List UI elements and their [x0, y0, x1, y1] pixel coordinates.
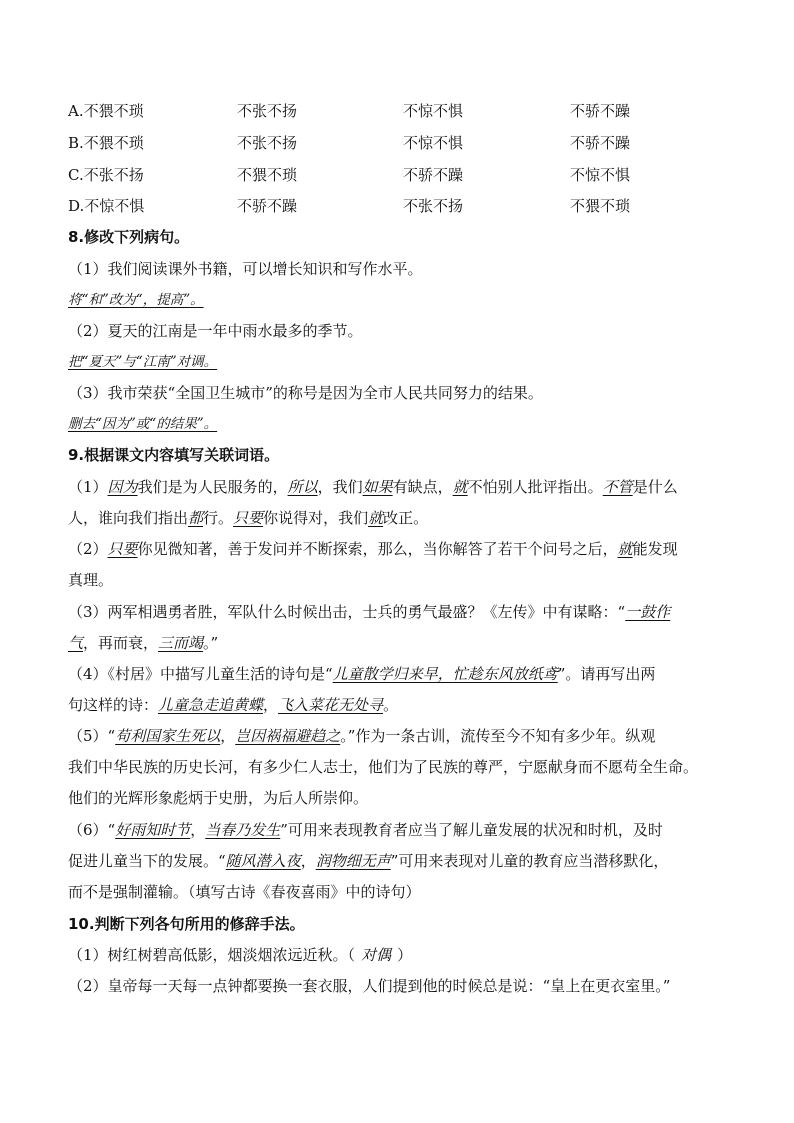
q8-answer-3: 删去“因为”或“的结果”。 [68, 416, 218, 432]
q10-item-1-text: （1）树红树碧高低影，烟淡烟浓远近秋。（ [68, 946, 356, 964]
q9-p1-text: 人，谁向我们指出 [68, 509, 189, 527]
option-d-4: 不猥不琐 [570, 197, 631, 215]
q9-p4-line1 [68, 663, 738, 685]
q9-p3-answer-3: 三而竭 [158, 634, 204, 652]
q9-p1-answer-3: 如果 [362, 478, 393, 496]
q9-p6-answer-3: 随风潜入夜 [225, 852, 301, 870]
q8-title: 8.修改下列病句。 [68, 228, 190, 246]
option-d-1: D.不惊不惧 [68, 197, 145, 215]
q9-p3-line2 [68, 632, 738, 654]
q9-p1-text: 你说得对，我们 [263, 509, 369, 527]
q10-title: 10.判断下列各句所用的修辞手法。 [68, 915, 305, 933]
q9-p1-answer-1: 因为 [107, 478, 138, 496]
q9-p1-text: 有缺点， [392, 478, 453, 496]
q9-p1-answer-2: 所以 [287, 478, 318, 496]
q8-answer-1: 将“和”改为“，提高”。 [68, 292, 204, 308]
q9-p4-text: ， [263, 696, 279, 714]
q9-p6-answer-2: 当春乃发生 [205, 821, 281, 839]
option-a-3: 不惊不惧 [403, 102, 464, 120]
q9-p1-text: （1） [68, 478, 108, 496]
q9-p1-text: 是什么 [632, 478, 678, 496]
q9-p6-text: ， [190, 821, 206, 839]
option-c-3: 不骄不躁 [403, 166, 464, 184]
option-c-2: 不猥不琐 [237, 166, 298, 184]
q9-p2-answer-1: 只要 [107, 540, 138, 558]
q9-p4-text: ”。请再写出两 [557, 665, 656, 683]
q9-p5-answer-2: 岂因祸福避趋之 [235, 727, 341, 745]
option-c-4: 不惊不惧 [570, 166, 631, 184]
q9-p4-text: （4）《村居》中描写儿童生活的诗句是“ [68, 665, 333, 683]
q9-p1-answer-4: 就 [452, 478, 468, 496]
q9-p5-text: ， [220, 727, 236, 745]
q9-p3-line1 [68, 601, 738, 623]
option-a-4: 不骄不躁 [570, 102, 631, 120]
q9-p3-text: 。” [203, 634, 219, 652]
q8-item-3: （3）我市荣获“全国卫生城市”的称号是因为全市人民共同努力的结果。 [68, 384, 543, 402]
q9-p6-text: 促进儿童当下的发展。“ [68, 852, 226, 870]
q9-p1-answer-6: 都 [188, 509, 204, 527]
q9-p6-text: ， [300, 852, 316, 870]
option-b-2: 不张不扬 [237, 134, 298, 152]
q9-title: 9.根据课文内容填写关联词语。 [68, 446, 280, 464]
option-c-1: C.不张不扬 [68, 166, 144, 184]
q9-p3-answer-2: 气 [68, 634, 84, 652]
option-a-1: A.不猥不琐 [68, 102, 144, 120]
q9-p4-answer-3: 飞入菜花无处寻 [278, 696, 384, 714]
q9-p1-text: 行。 [203, 509, 234, 527]
q9-p2-line2: 真理。 [68, 571, 114, 589]
option-a-2: 不张不扬 [237, 102, 298, 120]
q9-p6-text: ”可用来表现对儿童的教育应当潜移默化， [390, 852, 669, 870]
q9-p3-text: ，再而衰， [83, 634, 159, 652]
option-d-3: 不张不扬 [403, 197, 464, 215]
q9-p1-line2 [68, 507, 738, 529]
q9-p5-text: （5）“ [68, 727, 116, 745]
q8-answer-2: 把“夏天”与“江南”对调。 [68, 354, 218, 370]
q9-p1-line1 [68, 476, 738, 498]
q9-p4-text: 。 [383, 696, 399, 714]
q9-p4-answer-1: 儿童散学归来早，忙趁东风放纸鸢 [332, 665, 558, 683]
q9-p2-line1 [68, 538, 738, 560]
q9-p3-text: （3）两军相遇勇者胜，军队什么时候出击，士兵的勇气最盛？《左传》中有谋略：“ [68, 603, 626, 621]
q9-p6-answer-1: 好雨知时节 [115, 821, 191, 839]
q8-item-2: （2）夏天的江南是一年中雨水最多的季节。 [68, 322, 363, 340]
q10-item-1 [68, 944, 738, 966]
q9-p4-text: 句这样的诗： [68, 696, 159, 714]
q9-p5-line1 [68, 725, 738, 747]
q9-p6-text: ”可用来表现教育者应当了解儿童发展的状况和时机，及时 [280, 821, 663, 839]
q9-p1-text: ，我们 [317, 478, 363, 496]
option-b-3: 不惊不惧 [403, 134, 464, 152]
q9-p1-answer-8: 就 [368, 509, 384, 527]
q9-p2-text: 能发现 [632, 540, 678, 558]
q9-p3-answer-1: 一鼓作 [625, 603, 671, 621]
q10-answer-1: 对偶 [361, 946, 392, 964]
q9-p6-answer-4: 润物细无声 [315, 852, 391, 870]
q9-p4-answer-2: 儿童急走追黄蝶 [158, 696, 264, 714]
q9-p2-text: （2） [68, 540, 108, 558]
q10-item-1-text: ） [397, 946, 413, 964]
q9-p2-answer-2: 就 [617, 540, 633, 558]
q9-p2-text: 你见微知著，善于发问并不断探索，那么，当你解答了若干个问号之后， [137, 540, 618, 558]
q9-p6-line1 [68, 819, 738, 841]
option-d-2: 不骄不躁 [237, 197, 298, 215]
q9-p4-line2 [68, 694, 738, 716]
option-b-1: B.不猥不琐 [68, 134, 144, 152]
q9-p6-line2 [68, 850, 738, 872]
q9-p5-line2: 我们中华民族的历史长河，有多少仁人志士，他们为了民族的尊严，宁愿献身而不愿苟全生命。 [68, 758, 699, 776]
q9-p1-text: 我们是为人民服务的， [137, 478, 288, 496]
q9-p1-text: 改正。 [383, 509, 429, 527]
q10-item-2: （2）皇帝每一天每一点钟都要换一套衣服，人们提到他的时候总是说：“皇上在更衣室里。” [68, 977, 671, 995]
q9-p5-answer-1: 苟利国家生死以 [115, 727, 221, 745]
q9-p1-answer-5: 不管 [602, 478, 633, 496]
q9-p6-line3: 而不是强制灌输。（填写古诗《春夜喜雨》中的诗句） [68, 883, 421, 901]
option-b-4: 不骄不躁 [570, 134, 631, 152]
q9-p5-text: 。”作为一条古训，流传至今不知有多少年。纵观 [340, 727, 656, 745]
q9-p5-line3: 他们的光辉形象彪炳于史册，为后人所崇仰。 [68, 789, 369, 807]
q9-p1-answer-7: 只要 [233, 509, 264, 527]
q9-p1-text: 不怕别人批评指出。 [467, 478, 603, 496]
q9-p6-text: （6）“ [68, 821, 116, 839]
q8-item-1: （1）我们阅读课外书籍，可以增长知识和写作水平。 [68, 260, 423, 278]
